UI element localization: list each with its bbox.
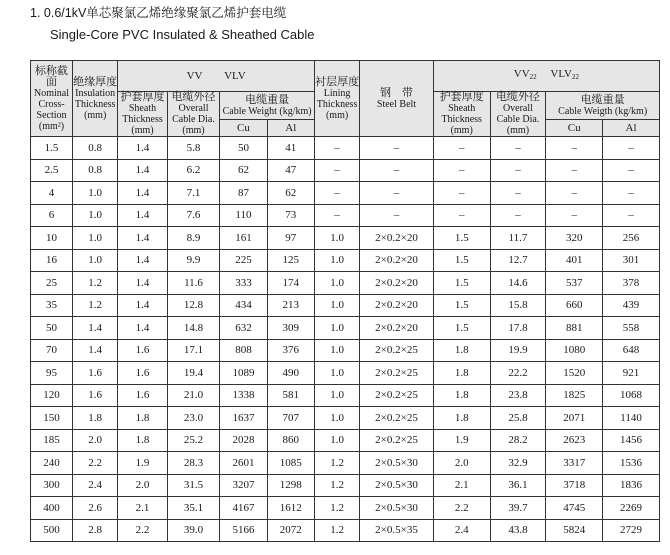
table-cell: 1.8 — [433, 339, 490, 362]
table-cell: 2.0 — [433, 452, 490, 475]
table-cell: 2729 — [603, 519, 660, 542]
table-cell: 70 — [31, 339, 73, 362]
header-group-vv22-vlv22: $VV_{22}$ $VLV_{22}$ — [433, 61, 659, 92]
table-cell: – — [546, 204, 603, 227]
table-cell: 4167 — [220, 497, 267, 520]
table-cell: 5166 — [220, 519, 267, 542]
table-cell: 25 — [31, 272, 73, 295]
table-cell: – — [546, 182, 603, 205]
table-row — [31, 474, 660, 497]
table-cell: – — [314, 204, 359, 227]
table-cell: 2×0.2×25 — [360, 362, 434, 385]
table-cell: 4745 — [546, 497, 603, 520]
header-cable-weight-armored: 电缆重量 Cable Weigth (kg/km) — [546, 92, 660, 120]
table-cell: 21.0 — [167, 384, 220, 407]
table-row — [31, 227, 660, 250]
table-cell: 213 — [267, 294, 314, 317]
table-cell: 1298 — [267, 474, 314, 497]
header-cu-armored: Cu — [546, 120, 603, 137]
table-cell: – — [314, 159, 359, 182]
header-overall-diameter-armored: 电缆外径 Overall Cable Dia. (mm) — [490, 92, 546, 137]
table-cell: 1456 — [603, 429, 660, 452]
table-cell: 1.0 — [314, 407, 359, 430]
table-cell: 378 — [603, 272, 660, 295]
table-cell: 50 — [220, 137, 267, 160]
table-title-chinese: 1. 0.6/1kV单芯聚氯乙烯绝缘聚氯乙烯护套电缆 — [30, 6, 287, 20]
table-cell: 333 — [220, 272, 267, 295]
table-cell: – — [314, 137, 359, 160]
table-cell: 2×0.5×35 — [360, 519, 434, 542]
table-row — [31, 137, 660, 160]
table-cell: 1.5 — [433, 227, 490, 250]
table-cell: 632 — [220, 317, 267, 340]
table-cell: 7.6 — [167, 204, 220, 227]
table-cell: 1.0 — [314, 294, 359, 317]
table-body — [31, 137, 660, 542]
table-cell: 1.4 — [73, 317, 118, 340]
table-cell: 2×0.2×25 — [360, 407, 434, 430]
table-cell: 1.4 — [118, 137, 167, 160]
table-cell: 2623 — [546, 429, 603, 452]
table-cell: 12.7 — [490, 249, 546, 272]
table-row — [31, 339, 660, 362]
table-row — [31, 317, 660, 340]
table-row — [31, 384, 660, 407]
table-cell: 1.2 — [73, 272, 118, 295]
table-cell: 2.5 — [31, 159, 73, 182]
table-cell: 1.2 — [314, 452, 359, 475]
table-cell: 2×0.5×30 — [360, 452, 434, 475]
table-cell: 2601 — [220, 452, 267, 475]
table-cell: 185 — [31, 429, 73, 452]
table-cell: 2.1 — [433, 474, 490, 497]
table-cell: – — [360, 159, 434, 182]
table-cell: 1.0 — [314, 362, 359, 385]
table-cell: 0.8 — [73, 137, 118, 160]
table-cell: 558 — [603, 317, 660, 340]
table-cell: 125 — [267, 249, 314, 272]
table-cell: 1.0 — [73, 249, 118, 272]
table-cell: 2.2 — [73, 452, 118, 475]
table-cell: 2×0.2×25 — [360, 339, 434, 362]
table-cell: 1.5 — [433, 249, 490, 272]
table-cell: 648 — [603, 339, 660, 362]
table-cell: 1.8 — [118, 407, 167, 430]
table-cell: 1.0 — [73, 204, 118, 227]
table-cell: 2.6 — [73, 497, 118, 520]
table-cell: 300 — [31, 474, 73, 497]
table-row — [31, 294, 660, 317]
table-cell: 17.1 — [167, 339, 220, 362]
table-cell: 500 — [31, 519, 73, 542]
table-cell: 490 — [267, 362, 314, 385]
table-cell: 28.3 — [167, 452, 220, 475]
table-cell: 808 — [220, 339, 267, 362]
table-cell: 14.8 — [167, 317, 220, 340]
table-cell: 73 — [267, 204, 314, 227]
table-cell: 3317 — [546, 452, 603, 475]
table-cell: 6.2 — [167, 159, 220, 182]
table-cell: 39.0 — [167, 519, 220, 542]
header-cable-weight: 电缆重量 Cable Weight (kg/km) — [220, 92, 315, 120]
table-cell: 1.8 — [118, 429, 167, 452]
table-cell: 1.6 — [118, 362, 167, 385]
table-row — [31, 159, 660, 182]
table-cell: 1.5 — [433, 294, 490, 317]
table-cell: – — [433, 182, 490, 205]
table-cell: 2028 — [220, 429, 267, 452]
table-cell: – — [360, 137, 434, 160]
table-cell: 1520 — [546, 362, 603, 385]
table-cell: – — [314, 182, 359, 205]
table-cell: 43.8 — [490, 519, 546, 542]
table-cell: 2072 — [267, 519, 314, 542]
table-cell: – — [490, 204, 546, 227]
table-cell: 1.9 — [433, 429, 490, 452]
table-cell: 25.2 — [167, 429, 220, 452]
table-cell: 2×0.2×20 — [360, 272, 434, 295]
table-cell: 1085 — [267, 452, 314, 475]
table-cell: 11.6 — [167, 272, 220, 295]
table-cell: 19.9 — [490, 339, 546, 362]
table-cell: 1338 — [220, 384, 267, 407]
table-row — [31, 497, 660, 520]
table-cell: 1.8 — [433, 362, 490, 385]
table-cell: 22.2 — [490, 362, 546, 385]
table-cell: 537 — [546, 272, 603, 295]
table-cell: 3718 — [546, 474, 603, 497]
table-cell: 1.0 — [314, 317, 359, 340]
table-cell: 1836 — [603, 474, 660, 497]
table-cell: 41 — [267, 137, 314, 160]
table-cell: 14.6 — [490, 272, 546, 295]
table-cell: 31.5 — [167, 474, 220, 497]
header-steel-belt: 钢 带 Steel Belt — [360, 61, 434, 137]
table-cell: 1.2 — [314, 497, 359, 520]
table-cell: – — [603, 182, 660, 205]
table-row — [31, 272, 660, 295]
table-cell: 707 — [267, 407, 314, 430]
table-cell: 1.6 — [118, 339, 167, 362]
table-cell: 1.2 — [314, 519, 359, 542]
table-cell: – — [603, 159, 660, 182]
table-cell: 1.0 — [314, 384, 359, 407]
table-cell: – — [490, 137, 546, 160]
table-cell: 320 — [546, 227, 603, 250]
table-cell: 15.8 — [490, 294, 546, 317]
table-row — [31, 407, 660, 430]
table-cell: 16 — [31, 249, 73, 272]
table-row — [31, 204, 660, 227]
table-cell: 17.8 — [490, 317, 546, 340]
table-cell: 581 — [267, 384, 314, 407]
table-cell: 2071 — [546, 407, 603, 430]
table-cell: 2.2 — [433, 497, 490, 520]
table-cell: 95 — [31, 362, 73, 385]
table-cell: 1.2 — [73, 294, 118, 317]
table-cell: 2×0.5×30 — [360, 474, 434, 497]
table-cell: 1080 — [546, 339, 603, 362]
table-cell: – — [603, 204, 660, 227]
table-cell: 87 — [220, 182, 267, 205]
table-cell: 11.7 — [490, 227, 546, 250]
table-cell: 921 — [603, 362, 660, 385]
table-cell: 1637 — [220, 407, 267, 430]
header-cu: Cu — [220, 120, 267, 137]
table-cell: 1536 — [603, 452, 660, 475]
table-cell: 10 — [31, 227, 73, 250]
table-cell: 0.8 — [73, 159, 118, 182]
table-cell: 1.4 — [118, 159, 167, 182]
table-cell: 5.8 — [167, 137, 220, 160]
table-cell: 150 — [31, 407, 73, 430]
table-cell: 881 — [546, 317, 603, 340]
table-cell: 1825 — [546, 384, 603, 407]
table-cell: 2.4 — [73, 474, 118, 497]
table-cell: 2×0.2×20 — [360, 249, 434, 272]
table-cell: 1068 — [603, 384, 660, 407]
table-cell: 1.9 — [118, 452, 167, 475]
table-row — [31, 452, 660, 475]
table-cell: 6 — [31, 204, 73, 227]
table-cell: 1.4 — [118, 294, 167, 317]
table-cell: 860 — [267, 429, 314, 452]
header-al-armored: Al — [603, 120, 660, 137]
table-cell: 39.7 — [490, 497, 546, 520]
table-cell: 1.8 — [73, 407, 118, 430]
table-cell: 1.4 — [118, 272, 167, 295]
table-cell: 309 — [267, 317, 314, 340]
table-cell: 62 — [267, 182, 314, 205]
table-cell: – — [603, 137, 660, 160]
table-cell: 2.0 — [118, 474, 167, 497]
table-cell: 401 — [546, 249, 603, 272]
table-cell: – — [433, 159, 490, 182]
table-cell: 7.1 — [167, 182, 220, 205]
table-cell: 12.8 — [167, 294, 220, 317]
table-cell: – — [433, 204, 490, 227]
header-al: Al — [267, 120, 314, 137]
table-cell: 32.9 — [490, 452, 546, 475]
table-cell: 23.8 — [490, 384, 546, 407]
table-cell: 2×0.2×20 — [360, 317, 434, 340]
table-cell: – — [546, 137, 603, 160]
cable-spec-table — [30, 60, 660, 542]
table-cell: 1.6 — [73, 384, 118, 407]
table-cell: 1.5 — [433, 317, 490, 340]
table-cell: 2269 — [603, 497, 660, 520]
table-cell: 1.0 — [314, 227, 359, 250]
table-cell: 161 — [220, 227, 267, 250]
table-cell: 25.8 — [490, 407, 546, 430]
table-cell: 376 — [267, 339, 314, 362]
table-cell: 174 — [267, 272, 314, 295]
header-insulation-thickness: 绝缘厚度 Insulation Thickness (mm) — [73, 61, 118, 137]
table-cell: – — [546, 159, 603, 182]
table-cell: 225 — [220, 249, 267, 272]
table-cell: 1.4 — [118, 204, 167, 227]
table-cell: 1.5 — [31, 137, 73, 160]
table-row — [31, 429, 660, 452]
table-cell: 256 — [603, 227, 660, 250]
header-lining-thickness: 衬层厚度 Lining Thickness (mm) — [314, 61, 359, 137]
table-cell: 439 — [603, 294, 660, 317]
table-cell: 2.2 — [118, 519, 167, 542]
table-row — [31, 182, 660, 205]
header-overall-diameter: 电缆外径 Overall Cable Dia. (mm) — [167, 92, 220, 137]
table-cell: 5824 — [546, 519, 603, 542]
table-cell: 1.0 — [73, 182, 118, 205]
table-cell: 2×0.2×25 — [360, 429, 434, 452]
table-cell: 50 — [31, 317, 73, 340]
table-cell: 28.2 — [490, 429, 546, 452]
table-cell: 36.1 — [490, 474, 546, 497]
table-cell: 1.2 — [314, 474, 359, 497]
table-cell: 1.6 — [73, 362, 118, 385]
table-cell: 19.4 — [167, 362, 220, 385]
header-nominal-section: 标称截面 Nominal Cross-Section (mm²) — [31, 61, 73, 137]
header-sheath-thickness: 护套厚度 Sheath Thickness (mm) — [118, 92, 167, 137]
table-cell: – — [490, 182, 546, 205]
table-cell: 1.4 — [118, 317, 167, 340]
table-title-english: Single-Core PVC Insulated & Sheathed Cable — [50, 27, 315, 42]
table-cell: 400 — [31, 497, 73, 520]
table-cell: 1.5 — [433, 272, 490, 295]
table-cell: 1.0 — [73, 227, 118, 250]
table-cell: 47 — [267, 159, 314, 182]
table-cell: 2.0 — [73, 429, 118, 452]
table-cell: 301 — [603, 249, 660, 272]
table-cell: 240 — [31, 452, 73, 475]
table-cell: 1089 — [220, 362, 267, 385]
table-cell: 1.0 — [314, 272, 359, 295]
table-cell: 660 — [546, 294, 603, 317]
table-cell: 1.6 — [118, 384, 167, 407]
table-cell: – — [360, 204, 434, 227]
table-cell: 2.8 — [73, 519, 118, 542]
table-cell: – — [360, 182, 434, 205]
table-cell: 35.1 — [167, 497, 220, 520]
table-row — [31, 362, 660, 385]
table-cell: 97 — [267, 227, 314, 250]
table-cell: 1612 — [267, 497, 314, 520]
table-cell: 1.8 — [433, 384, 490, 407]
header-sheath-thickness-armored: 护套厚度 Sheath Thickness (mm) — [433, 92, 490, 137]
table-cell: 1.4 — [118, 227, 167, 250]
table-cell: 1.8 — [433, 407, 490, 430]
table-cell: – — [433, 137, 490, 160]
table-cell: 4 — [31, 182, 73, 205]
table-cell: – — [490, 159, 546, 182]
header-group-vv-vlv: VV VLV — [118, 61, 315, 92]
table-cell: 3207 — [220, 474, 267, 497]
table-cell: 1.4 — [118, 182, 167, 205]
table-cell: 434 — [220, 294, 267, 317]
table-cell: 1.4 — [118, 249, 167, 272]
table-cell: 8.9 — [167, 227, 220, 250]
table-cell: 110 — [220, 204, 267, 227]
table-cell: 2×0.2×25 — [360, 384, 434, 407]
table-row — [31, 249, 660, 272]
table-cell: 1.0 — [314, 339, 359, 362]
table-cell: 2×0.2×20 — [360, 227, 434, 250]
table-row — [31, 519, 660, 542]
table-cell: 1140 — [603, 407, 660, 430]
table-cell: 1.0 — [314, 429, 359, 452]
table-cell: 2.4 — [433, 519, 490, 542]
table-cell: 1.0 — [314, 249, 359, 272]
table-cell: 120 — [31, 384, 73, 407]
table-cell: 1.4 — [73, 339, 118, 362]
table-cell: 62 — [220, 159, 267, 182]
table-cell: 23.0 — [167, 407, 220, 430]
table-cell: 9.9 — [167, 249, 220, 272]
table-cell: 2.1 — [118, 497, 167, 520]
table-cell: 2×0.2×20 — [360, 294, 434, 317]
table-cell: 35 — [31, 294, 73, 317]
table-cell: 2×0.5×30 — [360, 497, 434, 520]
